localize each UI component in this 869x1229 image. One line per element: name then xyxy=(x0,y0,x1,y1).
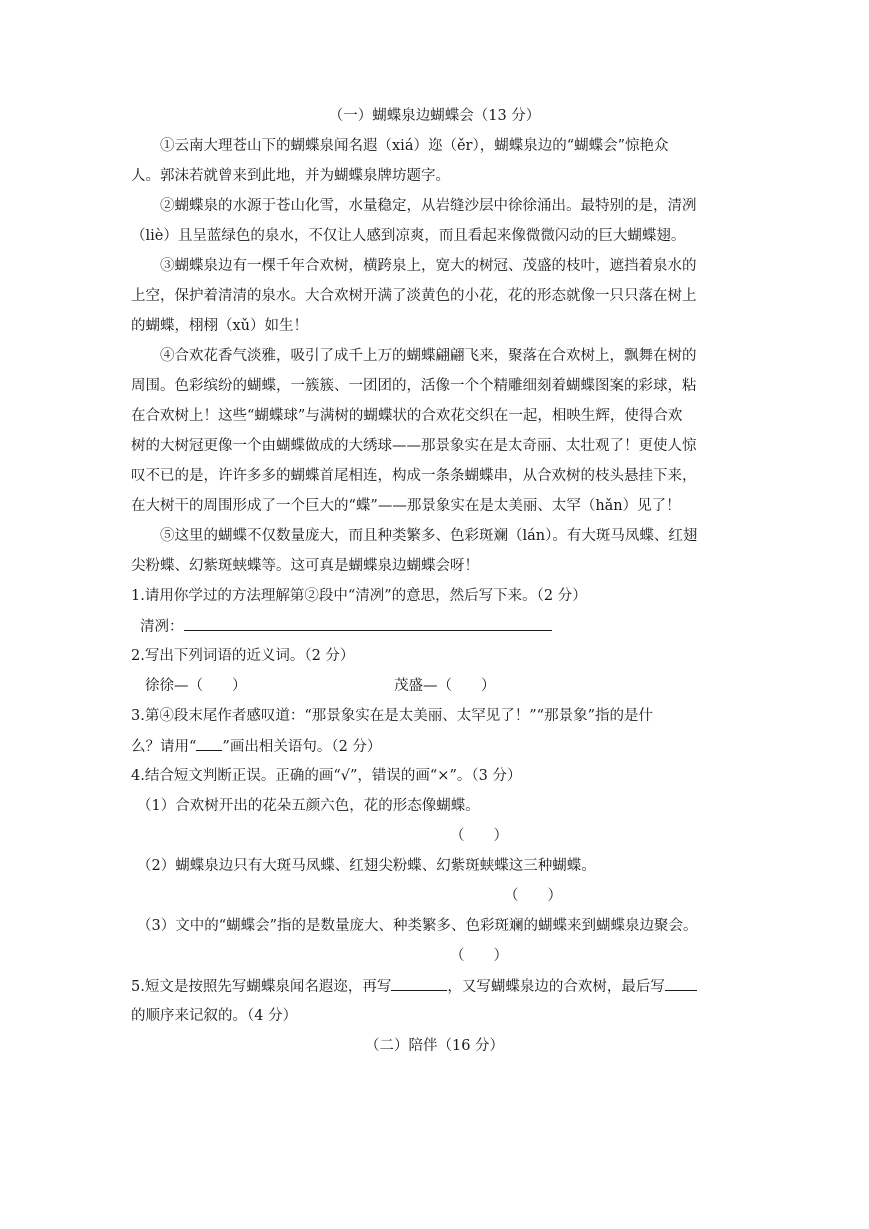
paragraph-line: 树的大树冠更像一个由蝴蝶做成的大绣球——那景象实在是太奇丽、太壮观了！更使人惊 xyxy=(131,438,697,454)
question-2: 2.写出下列词语的近义词。（2 分） xyxy=(131,648,355,664)
q2-word-2[interactable]: 茂盛—（ ） xyxy=(394,678,496,694)
paragraph-line: ③蝴蝶泉边有一棵千年合欢树，横跨泉上，宽大的树冠、茂盛的枝叶，遮挡着泉水的 xyxy=(160,258,697,274)
q1-label: 清冽： xyxy=(140,619,184,635)
paragraph-line: 的蝴蝶，栩栩（xǔ）如生！ xyxy=(131,318,309,334)
paragraph-line: 尖粉蝶、幻紫斑蛱蝶等。这可真是蝴蝶泉边蝴蝶会呀！ xyxy=(131,558,479,574)
question-4: 4.结合短文判断正误。正确的画“√”，错误的画“×”。（3 分） xyxy=(131,768,522,784)
q4-answer-1[interactable]: （ ） xyxy=(450,828,508,844)
q4-answer-3[interactable]: （ ） xyxy=(450,948,508,964)
q5-blank-2[interactable] xyxy=(665,976,697,991)
paragraph-line: 人。郭沫若就曾来到此地，并为蝴蝶泉牌坊题字。 xyxy=(131,168,450,184)
question-3-line-1: 3.第④段末尾作者感叹道：“那景象实在是太美丽、太罕见了！”“那景象”指的是什 xyxy=(131,708,653,724)
q4-item-3: （3）文中的“蝴蝶会”指的是数量庞大、种类繁多、色彩斑斓的蝴蝶来到蝴蝶泉边聚会。 xyxy=(137,918,698,934)
paragraph-line: ②蝴蝶泉的水源于苍山化雪，水量稳定，从岩缝沙层中徐徐涌出。最特别的是，清冽 xyxy=(160,198,697,214)
paragraph-line: ④合欢花香气淡雅，吸引了成千上万的蝴蝶翩翩飞来，聚落在合欢树上，飘舞在树的 xyxy=(160,348,697,364)
paragraph-line: ⑤这里的蝴蝶不仅数量庞大，而且种类繁多、色彩斑斓（lán）。有大斑马凤蝶、红翅 xyxy=(160,528,698,544)
question-3-line-2: 么？请用“ ”画出相关语句。（2 分） xyxy=(131,736,381,757)
section-2-title: （二）陪伴（16 分） xyxy=(364,1038,505,1054)
paragraph-line: 周围。色彩缤纷的蝴蝶，一簇簇、一团团的，活像一个个精雕细刻着蝴蝶图案的彩球，粘 xyxy=(131,378,697,394)
paragraph-line: （liè）且呈蓝绿色的泉水，不仅让人感到凉爽，而且看起来像微微闪动的巨大蝴蝶翅。 xyxy=(131,228,686,244)
paragraph-line: 叹不已的是，许许多多的蝴蝶首尾相连，构成一条条蝴蝶串，从合欢树的枝头悬挂下来， xyxy=(131,468,697,484)
paragraph-line: ①云南大理苍山下的蝴蝶泉闻名遐（xiá）迩（ěr），蝴蝶泉边的“蝴蝶会”惊艳众 xyxy=(160,138,669,154)
q5-blank-1[interactable] xyxy=(391,976,447,991)
q4-item-2: （2）蝴蝶泉边只有大斑马凤蝶、红翅尖粉蝶、幻紫斑蛱蝶这三种蝴蝶。 xyxy=(137,858,596,874)
question-5-line-2: 的顺序来记叙的。（4 分） xyxy=(131,1008,298,1024)
paragraph-line: 在合欢树上！这些“蝴蝶球”与满树的蝴蝶状的合欢花交织在一起，相映生辉，使得合欢 xyxy=(131,408,683,424)
q1-answer-row xyxy=(140,616,552,637)
q4-item-1: （1）合欢树开出的花朵五颜六色，花的形态像蝴蝶。 xyxy=(137,798,480,814)
underline-sample xyxy=(196,736,222,751)
section-title: （一）蝴蝶泉边蝴蝶会（13 分） xyxy=(328,108,541,124)
paragraph-line: 在大树干的周围形成了一个巨大的“蝶”——那景象实在是太美丽、太罕（hǎn）见了！ xyxy=(131,498,681,514)
q4-answer-2[interactable]: （ ） xyxy=(504,888,562,904)
question-5-line-1: 5.短文是按照先写蝴蝶泉闻名遐迩，再写 ，又写蝴蝶泉边的合欢树，最后写 xyxy=(131,976,697,997)
paragraph-line: 上空，保护着清清的泉水。大合欢树开满了淡黄色的小花，花的形态就像一只只落在树上 xyxy=(131,288,697,304)
q1-answer-blank[interactable] xyxy=(184,616,552,631)
question-1: 1.请用你学过的方法理解第②段中“清冽”的意思，然后写下来。（2 分） xyxy=(131,588,587,604)
q2-word-1[interactable]: 徐徐—（ ） xyxy=(145,678,247,694)
